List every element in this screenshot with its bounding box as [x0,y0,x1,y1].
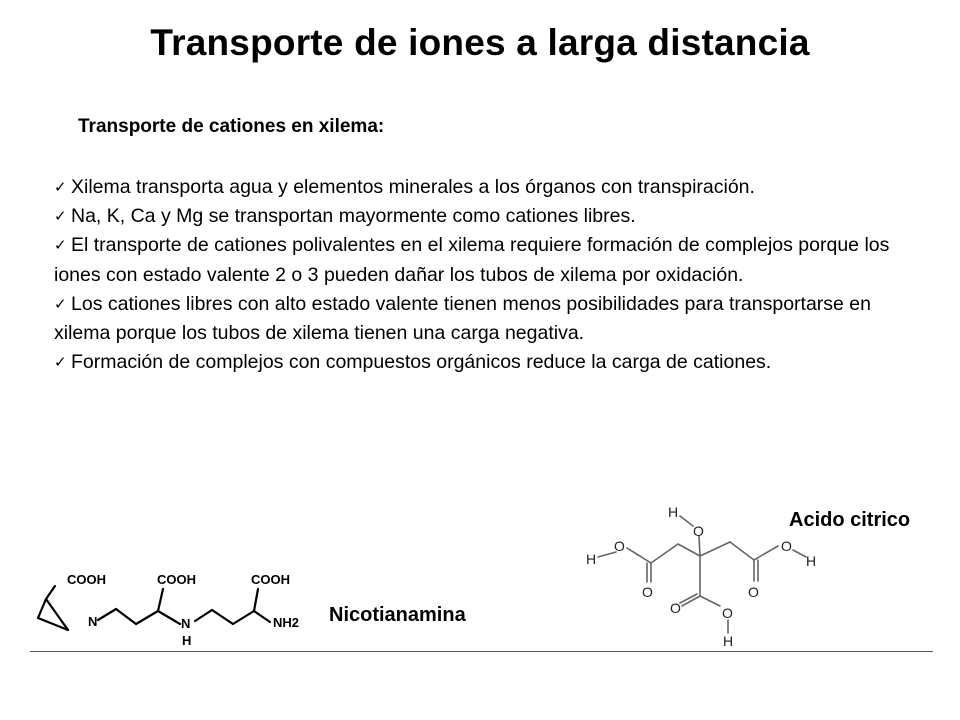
bullet-list [54,173,914,377]
bullet-text: Xilema transporta agua y elementos minerales a los órganos con transpiración. [71,176,755,198]
bullet-text: Formación de complejos con compuestos orgánicos reduce la carga de cationes. [71,351,772,374]
nitrogen-atom: N [181,616,191,631]
amine-group: NH2 [273,615,300,630]
bullet-item [54,202,914,231]
bullet-text: Na, K, Ca y Mg se transportan mayormente como cationes libres. [71,205,636,228]
checkmark-icon: ✓ [54,295,67,313]
bottom-divider [30,651,933,652]
cooh-label: COOH [67,572,106,587]
page-title: Transporte de iones a larga distancia [150,22,810,63]
oxygen-atom: O [781,538,792,554]
hydrogen-atom: H [586,551,597,567]
bullet-text: El transporte de cationes polivalentes en el xilema requiere formación de complejos porque los iones con estado valente 2 o 3 pueden dañar los tubos de xilema por oxidación. [54,234,890,286]
nitrogen-atom: N [88,614,98,629]
hydrogen-atom: H [182,633,192,648]
nicotianamine-label: Nicotianamina [329,604,466,626]
oxygen-atom: O [722,605,733,621]
bullet-item [54,348,914,377]
checkmark-icon: ✓ [54,237,67,255]
section-subtitle: Transporte de cationes en xilema: [78,116,385,137]
cooh-label: COOH [251,572,290,587]
hydrogen-atom: H [723,633,734,649]
bullet-item [54,231,914,289]
hydrogen-atom: H [668,504,679,520]
checkmark-icon: ✓ [54,208,67,226]
bullet-item [54,290,914,348]
nicotianamine-diagram [30,566,320,652]
hydrogen-atom: H [806,553,817,569]
oxygen-atom: O [748,584,759,600]
oxygen-atom: O [670,600,681,616]
checkmark-icon: ✓ [54,354,67,372]
bullet-item [54,173,914,202]
oxygen-atom: O [693,523,704,539]
cooh-label: COOH [157,572,196,587]
oxygen-atom: O [614,538,625,554]
nicotianamine-structure [30,566,320,652]
bullet-text: Los cationes libres con alto estado valente tienen menos posibilidades para transportarse en xilema porque los tubos de xilema tienen una carga negativa. [54,292,871,345]
oxygen-atom: O [642,584,653,600]
checkmark-icon: ✓ [54,179,67,196]
citric-acid-label: Acido citrico [789,509,911,531]
